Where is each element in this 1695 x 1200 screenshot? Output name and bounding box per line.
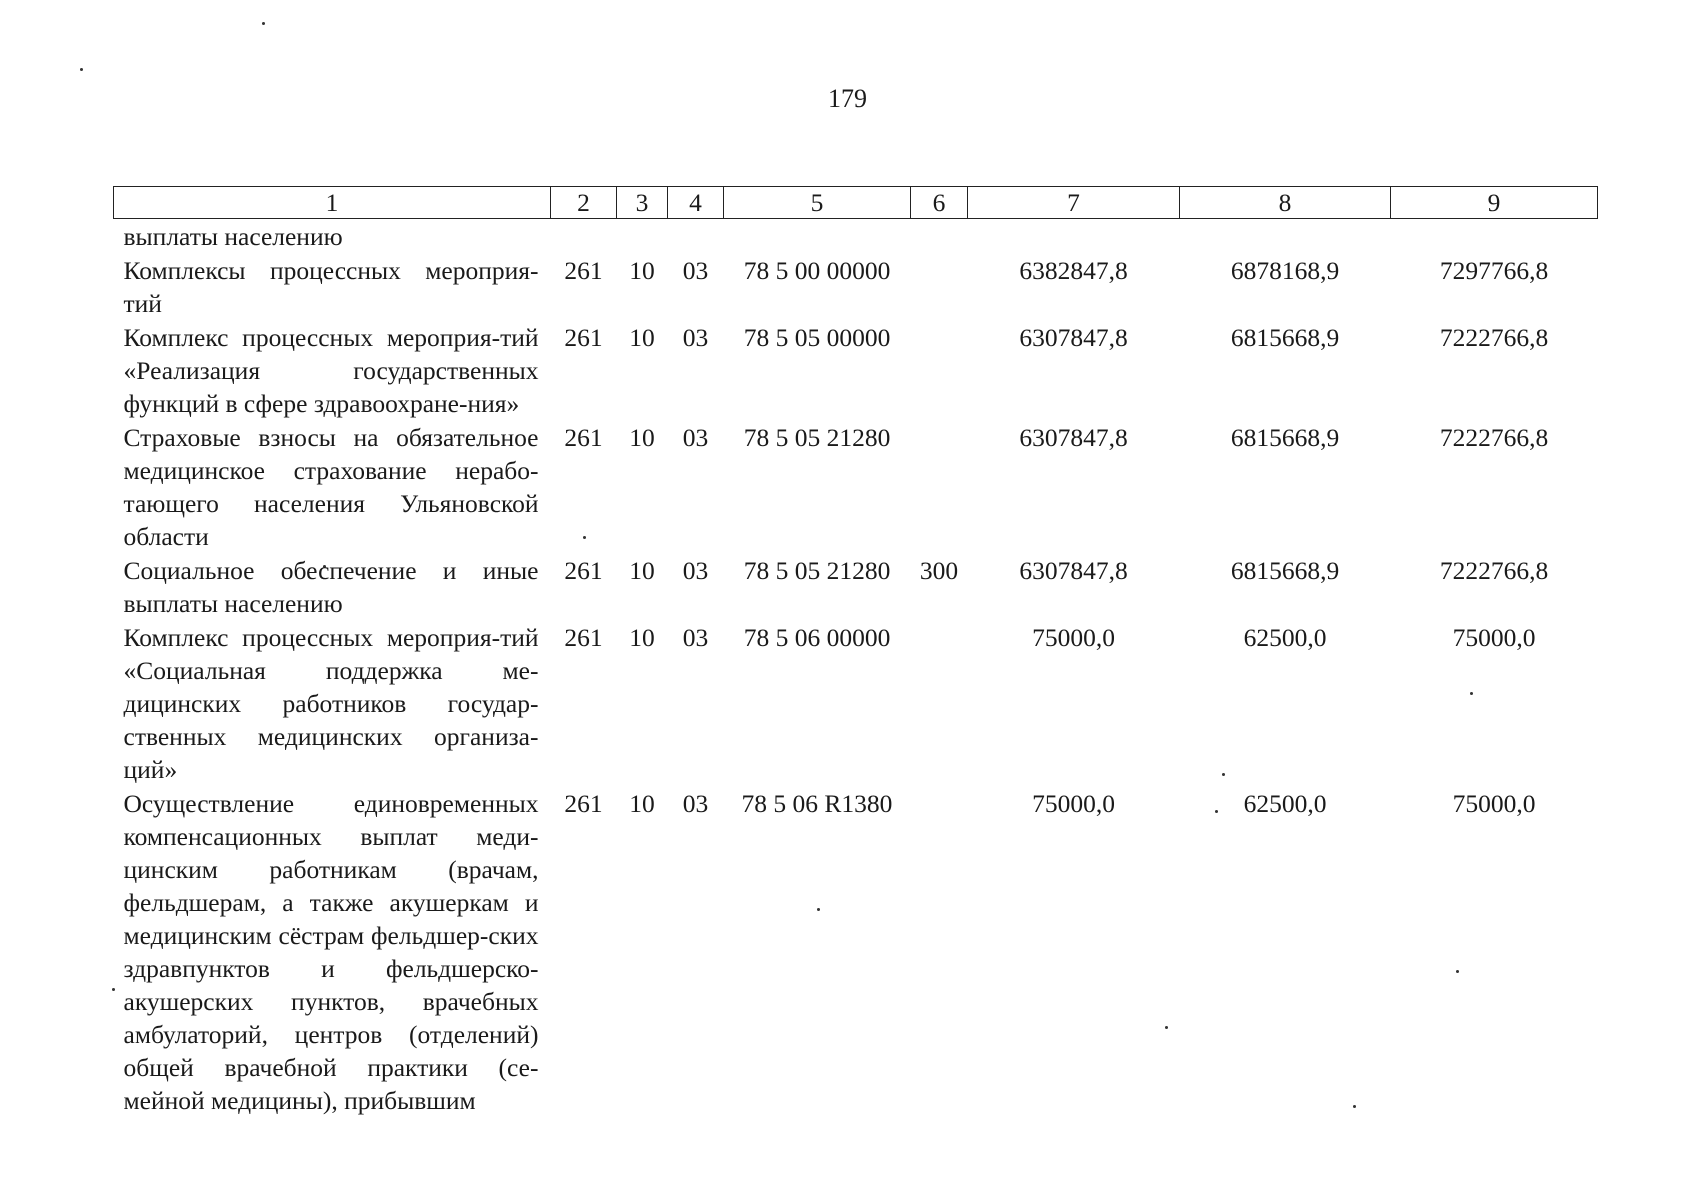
row-admin-code: 261 <box>564 323 603 352</box>
row-amount-year-3: 7297766,8 <box>1439 256 1549 285</box>
row-amount-year-2: 62500,0 <box>1243 623 1327 652</box>
row-section: 10 <box>629 256 655 285</box>
row-target-article: 78 5 06 00000 <box>743 623 891 652</box>
continuation-row <box>114 219 1598 254</box>
table-row <box>114 786 1598 1117</box>
table-row <box>114 320 1598 420</box>
row-amount-year-1: 6307847,8 <box>1019 556 1128 585</box>
col-2-header: 2 <box>551 187 617 219</box>
col-1-header: 1 <box>114 187 551 219</box>
row-target-article: 78 5 00 00000 <box>743 256 891 285</box>
row-amount-year-1: 75000,0 <box>1032 623 1115 652</box>
row-expense-type <box>911 786 968 1117</box>
row-section: 10 <box>629 423 655 452</box>
page-number: 179 <box>828 84 867 113</box>
row-target-article: 78 5 06 R1380 <box>741 789 893 818</box>
row-section: 10 <box>629 556 655 585</box>
table-header <box>114 187 1598 219</box>
col-4-header: 4 <box>668 187 724 219</box>
col-3-header: 3 <box>617 187 668 219</box>
column-number-row <box>114 187 1598 219</box>
row-name: Осуществление единовременных компенсационных выплат меди-цинским работникам (врачам, фельдшерам, а также акушеркам и медицинским сёстрам фельдшер-ских здравпунктов и фельдшерско-акушерских пунктов, врачебных амбулаторий, центров (отделений) общей врачебной практики (се-мейной медицины), прибывшим <box>123 789 539 1115</box>
row-admin-code: 261 <box>564 789 603 818</box>
row-amount-year-3: 7222766,8 <box>1439 323 1549 352</box>
scan-speck <box>262 22 265 25</box>
row-admin-code: 261 <box>564 623 603 652</box>
col-7-header: 7 <box>968 187 1180 219</box>
row-subsection: 03 <box>682 789 709 818</box>
col-9-header: 9 <box>1391 187 1598 219</box>
row-admin-code: 261 <box>564 256 603 285</box>
row-amount-year-1: 6307847,8 <box>1019 423 1128 452</box>
row-expense-type <box>911 420 968 553</box>
table-row <box>114 420 1598 553</box>
row-expense-type: 300 <box>919 556 959 585</box>
row-name: Комплекс процессных мероприя-тий «Реализация государственных функций в сфере здравоохране-ния» <box>123 323 539 418</box>
row-expense-type <box>911 620 968 786</box>
row-subsection: 03 <box>682 423 709 452</box>
row-amount-year-1: 6307847,8 <box>1019 323 1128 352</box>
row-admin-code: 261 <box>564 556 603 585</box>
row-target-article: 78 5 05 21280 <box>743 423 891 452</box>
col-6-header: 6 <box>911 187 968 219</box>
row-subsection: 03 <box>682 256 709 285</box>
row-amount-year-3: 75000,0 <box>1452 623 1536 652</box>
table-row <box>114 553 1598 620</box>
row-section: 10 <box>629 323 655 352</box>
row-name: Социальное обеспечение и иные выплаты населению <box>123 556 539 618</box>
row-section: 10 <box>629 789 655 818</box>
row-subsection: 03 <box>682 323 709 352</box>
row-amount-year-2: 6815668,9 <box>1230 556 1340 585</box>
col-8-header: 8 <box>1180 187 1391 219</box>
scan-speck <box>80 68 83 71</box>
budget-table <box>113 186 1598 1117</box>
row-amount-year-2: 6815668,9 <box>1230 323 1340 352</box>
row-expense-type <box>911 320 968 420</box>
row-subsection: 03 <box>682 556 709 585</box>
row-target-article: 78 5 05 21280 <box>743 556 891 585</box>
row-amount-year-3: 75000,0 <box>1452 789 1536 818</box>
row-name: Комплекс процессных мероприя-тий «Социальная поддержка ме-дицинских работников государ-ственных медицинских организа-ций» <box>123 623 539 784</box>
row-name: Комплексы процессных мероприя-тий <box>123 256 539 318</box>
continuation-text: выплаты населению <box>123 222 343 251</box>
row-amount-year-2: 6878168,9 <box>1230 256 1340 285</box>
row-section: 10 <box>629 623 655 652</box>
row-amount-year-2: 6815668,9 <box>1230 423 1340 452</box>
row-amount-year-1: 6382847,8 <box>1019 256 1128 285</box>
row-amount-year-2: 62500,0 <box>1243 789 1327 818</box>
row-amount-year-3: 7222766,8 <box>1439 556 1549 585</box>
row-expense-type <box>911 253 968 320</box>
row-name: Страховые взносы на обязательное медицинское страхование нерабо-тающего населения Ульяновской области <box>123 423 539 551</box>
table-row <box>114 253 1598 320</box>
row-subsection: 03 <box>682 623 709 652</box>
row-admin-code: 261 <box>564 423 603 452</box>
row-amount-year-1: 75000,0 <box>1032 789 1115 818</box>
col-5-header: 5 <box>724 187 911 219</box>
row-amount-year-3: 7222766,8 <box>1439 423 1549 452</box>
row-target-article: 78 5 05 00000 <box>743 323 891 352</box>
table-row <box>114 620 1598 786</box>
